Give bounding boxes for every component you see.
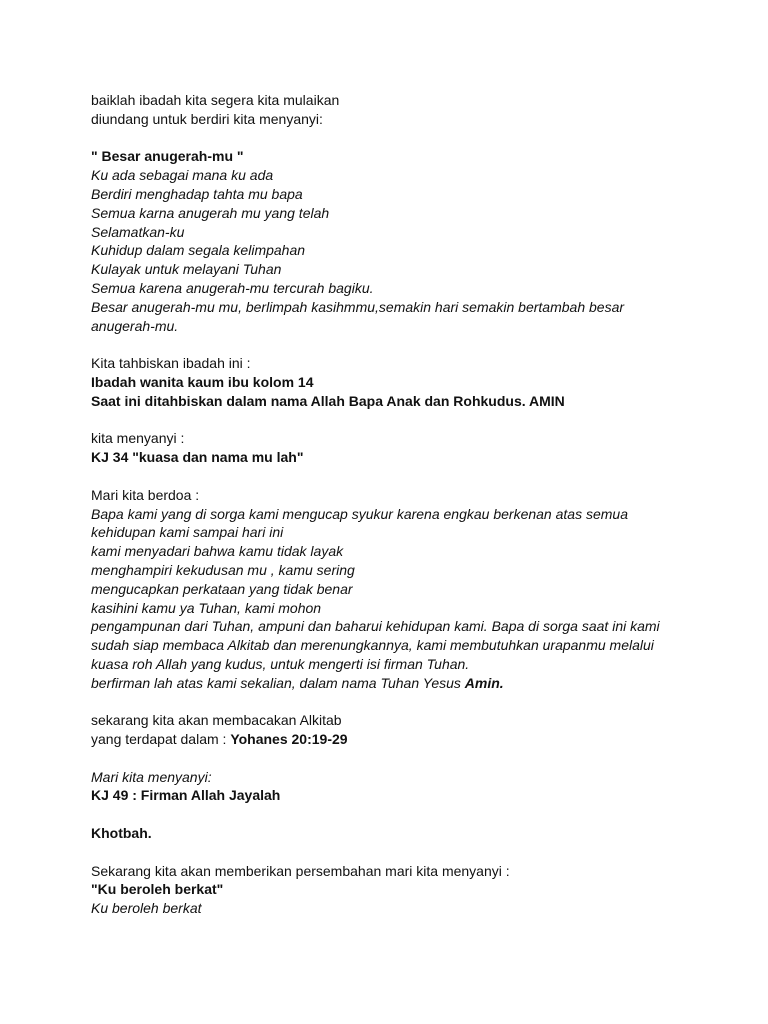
consecration-line-2: Saat ini ditahbiskan dalam nama Allah Bapa Anak dan Rohkudus. AMIN: [91, 392, 565, 409]
reading-line-1: sekarang kita akan membacakan Alkitab: [91, 712, 342, 729]
song2-intro: kita menyanyi :: [91, 430, 185, 447]
lyric-line: Berdiri menghadap tahta mu bapa: [91, 185, 303, 202]
song3-intro: Mari kita menyanyi:: [91, 768, 212, 785]
lyric-line: anugerah-mu.: [91, 317, 179, 334]
prayer-closing-text: berfirman lah atas kami sekalian, dalam nama Tuhan Yesus: [91, 674, 465, 691]
prayer-line: kasihini kamu ya Tuhan, kami mohon: [91, 599, 322, 616]
consecration-intro: Kita tahbiskan ibadah ini :: [91, 355, 251, 372]
offering-lyric-line: Ku beroleh berkat: [91, 900, 202, 917]
spacer: [91, 843, 751, 862]
lyric-line: Selamatkan-ku: [91, 223, 185, 240]
prayer-line: kami menyadari bahwa kamu tidak layak: [91, 543, 344, 560]
document-page: [91, 91, 751, 918]
lyric-line: Kulayak untuk melayani Tuhan: [91, 261, 282, 278]
lyric-line: Semua karena anugerah-mu tercurah bagiku.: [91, 279, 374, 296]
prayer-intro: Mari kita berdoa :: [91, 486, 200, 503]
offering-song-title: "Ku beroleh berkat": [91, 881, 224, 898]
opening-line-1: baiklah ibadah kita segera kita mulaikan: [91, 92, 340, 108]
prayer-last-line: [91, 674, 751, 693]
lyric-line: Kuhidup dalam segala kelimpahan: [91, 242, 306, 259]
spacer: [91, 335, 751, 354]
spacer: [91, 467, 751, 486]
spacer: [91, 749, 751, 768]
opening-line-2: diundang untuk berdiri kita menyanyi:: [91, 110, 323, 127]
prayer-amen: Amin.: [464, 674, 504, 691]
spacer: [91, 693, 751, 712]
spacer: [91, 411, 751, 430]
reading-line-2: [91, 730, 751, 749]
lyric-line: Ku ada sebagai mana ku ada: [91, 167, 274, 184]
prayer-line: sudah siap membaca Alkitab dan merenungkannya, kami membutuhkan urapanmu melalui: [91, 637, 654, 654]
prayer-line: pengampunan dari Tuhan, ampuni dan baharui kehidupan kami. Bapa di sorga saat ini kami: [91, 618, 660, 635]
song2-title: KJ 34 "kuasa dan nama mu lah": [91, 449, 304, 466]
prayer-line: kehidupan kami sampai hari ini: [91, 524, 284, 541]
reading-reference: Yohanes 20:19-29: [230, 731, 348, 748]
prayer-line: mengucapkan perkataan yang tidak benar: [91, 580, 353, 597]
song-title-besar-anugerah: " Besar anugerah-mu ": [91, 148, 244, 165]
prayer-line: menghampiri kekudusan mu , kamu sering: [91, 561, 355, 578]
spacer: [91, 805, 751, 824]
lyric-line: Besar anugerah-mu mu, berlimpah kasihmmu,semakin hari semakin bertambah besar: [91, 298, 625, 315]
sermon-title: Khotbah.: [91, 825, 152, 842]
consecration-line-1: Ibadah wanita kaum ibu kolom 14: [91, 373, 314, 390]
lyric-line: Semua karna anugerah mu yang telah: [91, 204, 330, 221]
prayer-line: Bapa kami yang di sorga kami mengucap syukur karena engkau berkenan atas semua: [91, 505, 628, 522]
song3-title: KJ 49 : Firman Allah Jayalah: [91, 787, 281, 804]
spacer: [91, 129, 751, 148]
prayer-line: kuasa roh Allah yang kudus, untuk mengerti isi firman Tuhan.: [91, 655, 470, 672]
reading-prefix: yang terdapat dalam :: [91, 731, 231, 748]
offering-intro: Sekarang kita akan memberikan persembahan mari kita menyanyi :: [91, 862, 510, 879]
